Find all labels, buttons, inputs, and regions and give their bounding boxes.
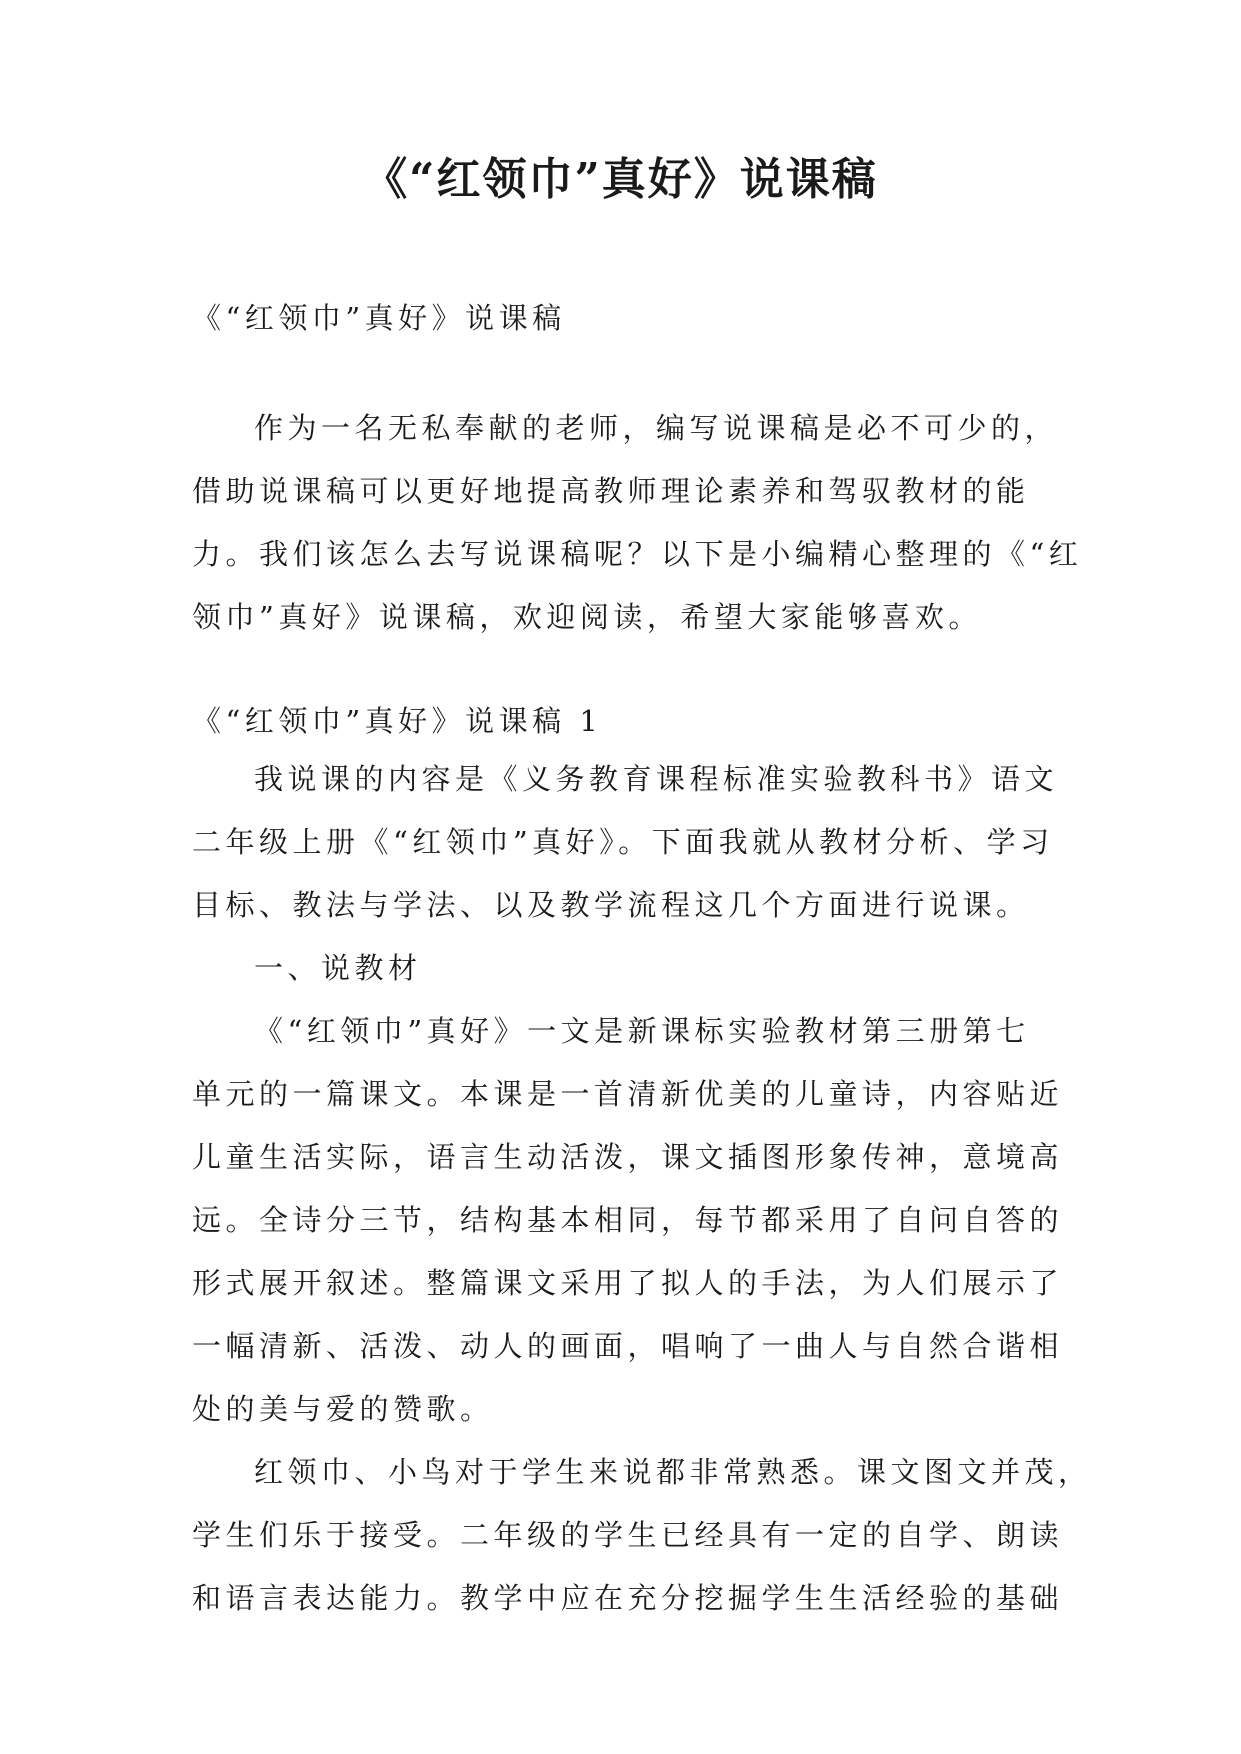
body-line: 二年级上册《“红领巾”真好》。下面我就从教材分析、学习 [192,825,1054,859]
document-title: 《“红领巾”真好》说课稿 [363,154,878,205]
body-line: 一幅清新、活泼、动人的画面，唱响了一曲人与自然合谐相 [192,1329,1064,1363]
body-line: 单元的一篇课文。本课是一首清新优美的儿童诗，内容贴近 [192,1077,1064,1111]
subsection-heading: 一、说教材 [254,951,422,985]
intro-line: 力。我们该怎么去写说课稿呢？以下是小编精心整理的《“红 [192,537,1083,571]
section-heading: 《“红领巾”真好》说课稿 1 [192,704,603,738]
document-subtitle-block [192,287,1052,350]
intro-paragraph [192,397,1083,649]
intro-line: 领巾”真好》说课稿，欢迎阅读，希望大家能够喜欢。 [192,600,982,634]
body-line: 处的美与爱的赞歌。 [192,1392,494,1426]
body-line: 儿童生活实际，语言生动活泼，课文插图形象传神，意境高 [192,1140,1064,1174]
body-line: 远。全诗分三节，结构基本相同，每节都采用了自问自答的 [192,1203,1064,1237]
body-line: 《“红领巾”真好》一文是新课标实验教材第三册第七 [254,1014,1030,1048]
body-line: 目标、教法与学法、以及教学流程这几个方面进行说课。 [192,888,1030,922]
document-subtitle: 《“红领巾”真好》说课稿 [192,301,566,335]
body-line: 红领巾、小鸟对于学生来说都非常熟悉。课文图文并茂， [254,1455,1092,1489]
body-line: 形式展开叙述。整篇课文采用了拟人的手法，为人们展示了 [192,1266,1064,1300]
intro-line: 借助说课稿可以更好地提高教师理论素养和驾驭教材的能 [192,474,1030,508]
intro-line: 作为一名无私奉献的老师，编写说课稿是必不可少的， [254,411,1059,445]
body-line: 学生们乐于接受。二年级的学生已经具有一定的自学、朗读 [192,1518,1064,1552]
section-heading-block [192,690,1052,753]
body-line: 和语言表达能力。教学中应在充分挖掘学生生活经验的基础 [192,1581,1064,1615]
body-line: 我说课的内容是《义务教育课程标准实验教科书》语文 [254,762,1059,796]
body-text [192,748,1092,1630]
